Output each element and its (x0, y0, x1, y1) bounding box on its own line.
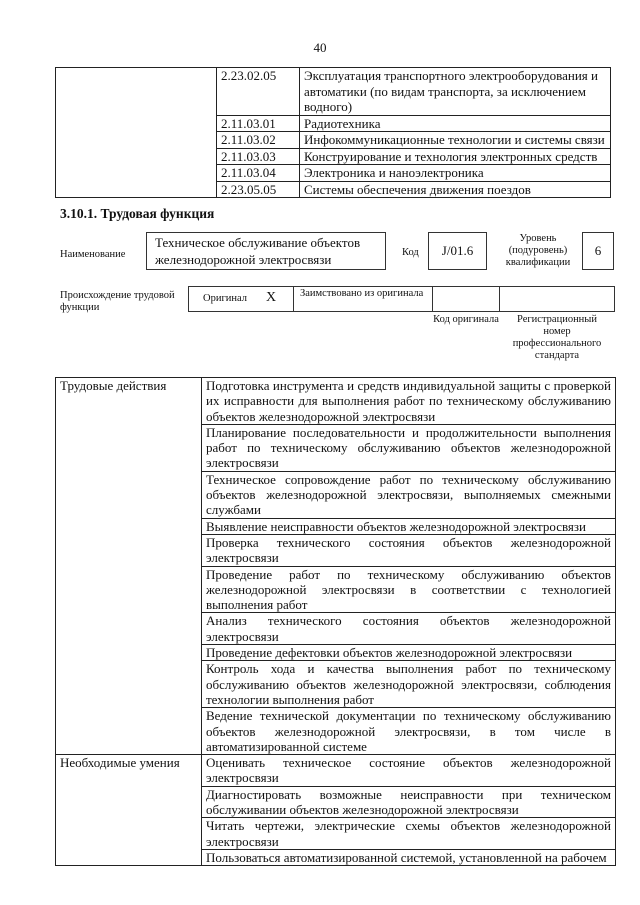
work-action-item: Контроль хода и качества выполнения работ по техническому обслуживанию объектов железнодорожной электросвязи, соблюдения технологии выполнения работ (202, 661, 616, 708)
specialty-code: 2.23.05.05 (217, 181, 300, 198)
work-action-item: Проведение работ по техническому обслуживанию объектов железнодорожной электросвязи в соответствии с технологией выполнения работ (202, 566, 616, 613)
table-row (56, 755, 616, 787)
skill-item: Оценивать техническое состояние объектов железнодорожной электросвязи (202, 755, 616, 787)
level-label: Уровень (подуровень) квалификации (505, 233, 571, 268)
specialty-name: Системы обеспечения движения поездов (300, 181, 611, 198)
work-action-item: Планирование последовательности и продолжительности выполнения работ по техническому обслуживанию объектов железнодорожной электросвязи (202, 424, 616, 471)
specialty-code: 2.11.03.03 (217, 148, 300, 165)
original-cell (188, 286, 294, 312)
skills-label: Необходимые умения (56, 755, 202, 866)
borrowed-label: Заимствовано из оригинала (293, 286, 433, 312)
specialty-code: 2.11.03.04 (217, 165, 300, 182)
work-action-item: Подготовка инструмента и средств индивидуальной защиты с проверкой их исправности для выполнения работ по техническому обслуживанию объектов железнодорожной электросвязи (202, 378, 616, 425)
original-label: Оригинал (203, 293, 247, 304)
original-mark: X (266, 290, 277, 305)
specialty-code: 2.11.03.01 (217, 115, 300, 132)
skill-item: Диагностировать возможные неисправности при техническом обслуживании объектов железнодорожной электросвязи (202, 786, 616, 818)
specialty-name: Конструирование и технология электронных средств (300, 148, 611, 165)
origin-code-field (432, 286, 500, 312)
code-value: J/01.6 (428, 232, 487, 270)
skill-item: Читать чертежи, электрические схемы объектов железнодорожной электросвязи (202, 818, 616, 850)
empty-cell (56, 68, 217, 198)
reg-number-field (499, 286, 615, 312)
specialty-name: Эксплуатация транспортного электрооборудования и автоматики (по видам транспорта, за исключением водного) (300, 68, 611, 116)
code-label: Код (402, 247, 419, 258)
specialties-table (55, 67, 611, 198)
work-action-item: Ведение технической документации по техническому обслуживанию объектов железнодорожной электросвязи, в том числе в автоматизированной системе (202, 708, 616, 755)
specialty-code: 2.11.03.02 (217, 132, 300, 149)
reg-number-label: Регистрационный номер профессионального стандарта (512, 314, 602, 361)
origin-code-label: Код оригинала (433, 314, 499, 325)
specialty-name: Инфокоммуникационные технологии и системы связи (300, 132, 611, 149)
work-action-item: Анализ технического состояния объектов железнодорожной электросвязи (202, 613, 616, 645)
table-row (56, 378, 616, 425)
level-value: 6 (582, 232, 614, 270)
origin-label: Происхождение трудовой функции (60, 290, 175, 313)
specialty-code: 2.23.02.05 (217, 68, 300, 116)
work-action-item: Выявление неисправности объектов железнодорожной электросвязи (202, 518, 616, 534)
page-number: 40 (313, 40, 327, 55)
specialty-name: Радиотехника (300, 115, 611, 132)
name-label: Наименование (60, 249, 126, 260)
table-row (56, 68, 611, 116)
work-actions-label: Трудовые действия (56, 378, 202, 755)
section-title: 3.10.1. Трудовая функция (60, 206, 215, 221)
function-table (55, 377, 616, 866)
skill-item: Пользоваться автоматизированной системой, установленной на рабочем (202, 849, 616, 865)
work-action-item: Проверка технического состояния объектов железнодорожной электросвязи (202, 534, 616, 566)
work-action-item: Проведение дефектовки объектов железнодорожной электросвязи (202, 645, 616, 661)
specialty-name: Электроника и наноэлектроника (300, 165, 611, 182)
work-action-item: Техническое сопровождение работ по техническому обслуживанию объектов железнодорожной электросвязи, выполняемых смежными службами (202, 471, 616, 518)
name-value: Техническое обслуживание объектов железнодорожной электросвязи (146, 232, 386, 270)
